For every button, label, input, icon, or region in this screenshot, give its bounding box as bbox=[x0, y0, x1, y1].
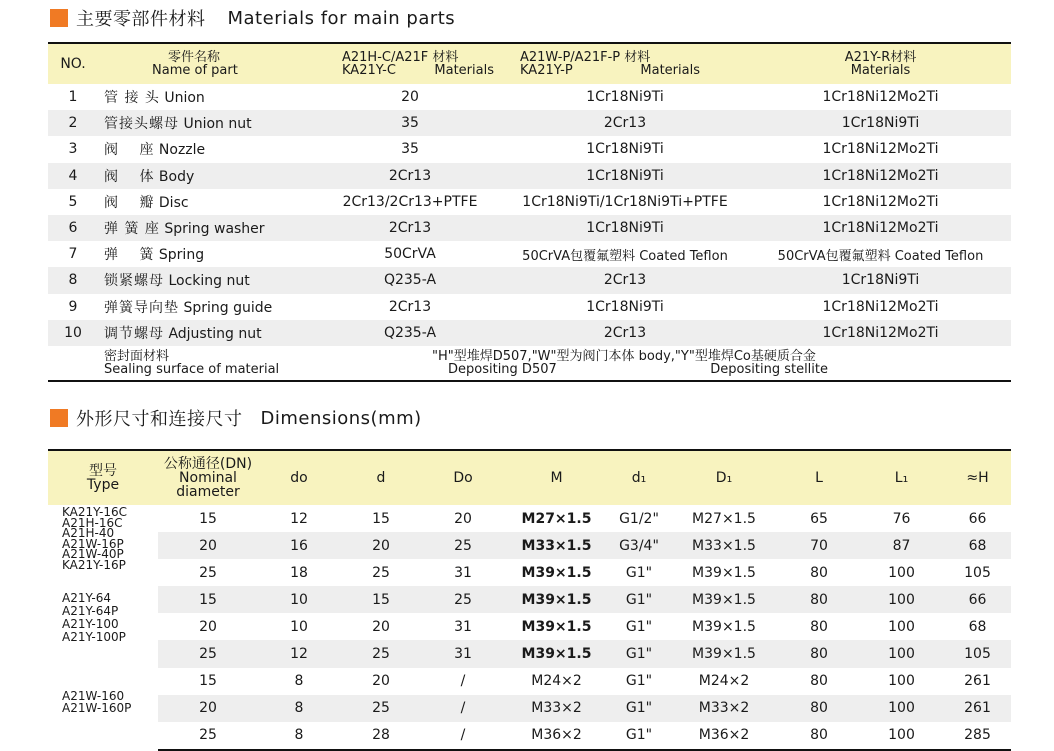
material-b: 1Cr18Ni9Ti bbox=[500, 163, 750, 189]
material-b: 1Cr18Ni9Ti/1Cr18Ni9Ti+PTFE bbox=[522, 193, 728, 210]
part-name bbox=[98, 241, 320, 267]
sealing-value-cn: "H"型堆焊D507,"W"型为阀门本体 body,"Y"型堆焊Co基硬质合金 bbox=[432, 348, 816, 364]
L-value: 80 bbox=[779, 695, 859, 722]
part-no: 8 bbox=[48, 267, 98, 293]
dimension-row bbox=[48, 722, 1011, 750]
material-row bbox=[48, 241, 1011, 267]
H-value: 105 bbox=[964, 564, 991, 581]
d1-value: G1" bbox=[609, 640, 669, 667]
M-value: M39×1.5 bbox=[504, 640, 609, 667]
part-name bbox=[98, 189, 320, 215]
section-title-en: Materials for main parts bbox=[227, 7, 456, 29]
L-value: 80 bbox=[779, 722, 859, 750]
header-dn-cn: 公称通径(DN) bbox=[163, 456, 253, 472]
dn-value: 20 bbox=[199, 618, 217, 635]
L-value: 70 bbox=[779, 532, 859, 559]
section-title-dimensions bbox=[50, 406, 422, 430]
part-no: 9 bbox=[68, 298, 78, 315]
do-value: 10 bbox=[258, 586, 340, 613]
dimensions-header-row bbox=[48, 451, 1011, 505]
header-d: d bbox=[376, 470, 386, 486]
H-value: 68 bbox=[944, 532, 1011, 559]
part-name-cn: 阀 体 bbox=[104, 168, 155, 185]
type-group bbox=[48, 586, 158, 667]
sealing-value bbox=[320, 346, 1011, 381]
part-name-cn: 阀 座 bbox=[104, 142, 155, 159]
do-value: 8 bbox=[294, 673, 304, 690]
part-no: 10 bbox=[48, 320, 98, 346]
header-dn-en1: Nominal bbox=[179, 470, 237, 486]
d-value: 20 bbox=[372, 618, 390, 635]
L-value: 80 bbox=[810, 673, 828, 690]
header-col-b bbox=[500, 44, 750, 84]
sealing-label-cn: 密封面材料 bbox=[104, 348, 170, 364]
type-label: A21W-160P bbox=[62, 700, 132, 715]
L-value: 80 bbox=[779, 640, 859, 667]
dimension-row bbox=[48, 695, 1011, 722]
material-a: 2Cr13 bbox=[388, 298, 432, 315]
material-row bbox=[48, 136, 1011, 162]
part-name bbox=[98, 84, 320, 110]
Do-value: / bbox=[460, 673, 466, 690]
part-no: 2 bbox=[48, 110, 98, 136]
d1-value: G1" bbox=[609, 722, 669, 750]
M-value: M27×1.5 bbox=[521, 510, 592, 527]
header-part-en: Name of part bbox=[152, 63, 238, 78]
material-c: 1Cr18Ni12Mo2Ti bbox=[822, 193, 939, 210]
material-a: 35 bbox=[401, 141, 419, 158]
material-row bbox=[48, 110, 1011, 136]
Do-value: 31 bbox=[422, 640, 504, 667]
dimension-row bbox=[48, 668, 1011, 695]
header-col-a bbox=[320, 44, 500, 84]
Do-value: 25 bbox=[422, 586, 504, 613]
part-name-cn: 弹 簧 bbox=[104, 247, 155, 264]
L1-value: 100 bbox=[888, 564, 915, 581]
dn-value: 15 bbox=[199, 673, 217, 690]
d-value: 25 bbox=[372, 564, 390, 581]
material-b: 50CrVA包覆氟塑料 Coated Teflon bbox=[522, 248, 728, 264]
D1-value: M39×1.5 bbox=[669, 586, 779, 613]
d1-value: G1/2" bbox=[619, 510, 659, 527]
dn-value: 15 bbox=[158, 586, 258, 613]
part-name bbox=[98, 294, 320, 320]
dimension-row bbox=[48, 532, 1011, 559]
d1-value: G3/4" bbox=[609, 532, 669, 559]
H-value: 68 bbox=[968, 618, 987, 635]
d-value: 20 bbox=[340, 532, 422, 559]
part-name-cn: 管 接 头 bbox=[104, 90, 160, 107]
header-col-b-line2b: Materials bbox=[640, 63, 700, 78]
header-col-c-line2: Materials bbox=[850, 63, 911, 78]
material-row bbox=[48, 294, 1011, 320]
part-no: 5 bbox=[68, 193, 78, 210]
do-value: 8 bbox=[258, 695, 340, 722]
header-M: M bbox=[550, 470, 563, 486]
Do-value: 31 bbox=[454, 564, 472, 581]
do-value: 12 bbox=[290, 510, 308, 527]
part-no: 7 bbox=[68, 246, 78, 263]
material-row bbox=[48, 215, 1011, 241]
part-no: 1 bbox=[68, 89, 78, 106]
H-value: 66 bbox=[968, 510, 987, 527]
dimension-row bbox=[48, 505, 1011, 532]
L-value: 80 bbox=[779, 586, 859, 613]
header-D1: D₁ bbox=[715, 470, 733, 486]
Do-value: 25 bbox=[422, 532, 504, 559]
sealing-value-en2: Depositing stellite bbox=[710, 361, 828, 377]
dn-value: 20 bbox=[158, 695, 258, 722]
M-value: M39×1.5 bbox=[504, 586, 609, 613]
header-L: L bbox=[815, 470, 823, 486]
part-no: 6 bbox=[48, 215, 98, 241]
dimension-row bbox=[48, 613, 1011, 640]
L1-value: 100 bbox=[859, 586, 944, 613]
do-value: 8 bbox=[258, 722, 340, 750]
do-value: 10 bbox=[290, 618, 308, 635]
part-name-en: Nozzle bbox=[158, 142, 206, 159]
header-part bbox=[98, 44, 320, 84]
material-c: 1Cr18Ni12Mo2Ti bbox=[750, 215, 1011, 241]
material-b: 1Cr18Ni9Ti bbox=[586, 89, 664, 106]
Do-value: / bbox=[422, 722, 504, 750]
part-name-en: Body bbox=[158, 168, 195, 185]
header-H: ≈H bbox=[966, 470, 989, 486]
sealing-label-en: Sealing surface of material bbox=[104, 361, 280, 377]
header-dn-en2: diameter bbox=[176, 484, 240, 500]
material-a: Q235-A bbox=[320, 320, 500, 346]
type-group bbox=[48, 505, 158, 586]
type-label: A21Y-100P bbox=[62, 630, 126, 645]
type-label: A21Y-64 bbox=[62, 591, 111, 606]
dn-value: 25 bbox=[158, 640, 258, 667]
type-label: KA21Y-16P bbox=[62, 557, 126, 572]
material-c: 50CrVA包覆氟塑料 Coated Teflon bbox=[777, 248, 984, 264]
orange-square-icon bbox=[50, 9, 68, 27]
H-value: 261 bbox=[964, 673, 991, 690]
part-name-en: Spring washer bbox=[164, 221, 265, 238]
D1-value: M39×1.5 bbox=[692, 564, 756, 581]
do-value: 12 bbox=[258, 640, 340, 667]
dimensions-table bbox=[48, 451, 1011, 751]
header-L1: L₁ bbox=[894, 470, 909, 486]
part-name-en: Union bbox=[164, 90, 205, 107]
sealing-value-en1: Depositing D507 bbox=[448, 361, 557, 377]
L1-value: 87 bbox=[859, 532, 944, 559]
d1-value: G1" bbox=[625, 618, 653, 635]
material-row bbox=[48, 267, 1011, 293]
L-value: 80 bbox=[810, 564, 828, 581]
L1-value: 100 bbox=[888, 618, 915, 635]
orange-square-icon bbox=[50, 409, 68, 427]
sealing-row bbox=[48, 346, 1011, 381]
D1-value: M33×1.5 bbox=[669, 532, 779, 559]
Do-value: 31 bbox=[454, 618, 472, 635]
part-name bbox=[98, 320, 320, 346]
section-title-en: Dimensions(mm) bbox=[260, 407, 422, 429]
part-name-cn: 弹簧导向垫 bbox=[104, 299, 179, 316]
D1-value: M39×1.5 bbox=[692, 618, 756, 635]
dn-value: 25 bbox=[158, 722, 258, 750]
header-Do: Do bbox=[453, 470, 473, 486]
part-name bbox=[98, 163, 320, 189]
M-value: M36×2 bbox=[504, 722, 609, 750]
part-name-cn: 弹 簧 座 bbox=[104, 221, 160, 238]
M-value: M39×1.5 bbox=[521, 564, 592, 581]
material-a: 2Cr13 bbox=[320, 215, 500, 241]
header-type-en: Type bbox=[86, 477, 120, 493]
H-value: 66 bbox=[944, 586, 1011, 613]
header-type-cn: 型号 bbox=[89, 463, 117, 479]
sealing-label bbox=[98, 346, 320, 381]
type-label: A21H-40 bbox=[62, 526, 115, 540]
dimension-row bbox=[48, 559, 1011, 586]
part-no: 3 bbox=[68, 141, 78, 158]
part-name-cn: 锁紧螺母 bbox=[104, 273, 164, 290]
part-name-en: Disc bbox=[158, 194, 189, 211]
material-c: 1Cr18Ni9Ti bbox=[750, 110, 1011, 136]
material-c: 1Cr18Ni12Mo2Ti bbox=[750, 320, 1011, 346]
header-d1: d₁ bbox=[631, 470, 647, 486]
M-value: M33×2 bbox=[504, 695, 609, 722]
type-label: A21W-16P bbox=[62, 536, 124, 551]
part-name-en: Adjusting nut bbox=[168, 325, 262, 342]
material-c: 1Cr18Ni12Mo2Ti bbox=[750, 163, 1011, 189]
material-c: 1Cr18Ni12Mo2Ti bbox=[822, 141, 939, 158]
H-value: 105 bbox=[944, 640, 1011, 667]
material-b: 1Cr18Ni9Ti bbox=[586, 141, 664, 158]
material-b: 2Cr13 bbox=[500, 320, 750, 346]
material-c: 1Cr18Ni12Mo2Ti bbox=[822, 89, 939, 106]
H-value: 285 bbox=[944, 722, 1011, 750]
section-title-cn: 外形尺寸和连接尺寸 bbox=[76, 409, 243, 430]
dn-value: 25 bbox=[199, 564, 217, 581]
D1-value: M27×1.5 bbox=[692, 510, 756, 527]
header-col-a-line2a: KA21Y-C bbox=[342, 63, 396, 78]
M-value: M33×1.5 bbox=[504, 532, 609, 559]
section-title-materials bbox=[50, 6, 455, 30]
d-value: 25 bbox=[340, 640, 422, 667]
type-label: A21Y-64P bbox=[62, 604, 119, 619]
d-value: 15 bbox=[372, 510, 390, 527]
part-name bbox=[98, 267, 320, 293]
d1-value: G1" bbox=[609, 695, 669, 722]
type-label: A21H-16C bbox=[62, 515, 123, 530]
D1-value: M24×2 bbox=[698, 673, 750, 690]
part-name bbox=[98, 136, 320, 162]
header-no: NO. bbox=[60, 55, 86, 72]
header-col-c-line1: A21Y-R材料 bbox=[844, 50, 917, 65]
D1-value: M33×2 bbox=[669, 695, 779, 722]
d1-value: G1" bbox=[625, 673, 653, 690]
material-b: 2Cr13 bbox=[500, 267, 750, 293]
material-a: Q235-A bbox=[320, 267, 500, 293]
L-value: 80 bbox=[810, 618, 828, 635]
dimension-row bbox=[48, 586, 1011, 613]
d-value: 28 bbox=[340, 722, 422, 750]
header-col-b-line1: A21W-P/A21F-P 材料 bbox=[520, 50, 651, 65]
part-name-en: Union nut bbox=[183, 116, 252, 133]
header-col-a-line2b: Materials bbox=[434, 63, 494, 78]
material-a: 50CrVA bbox=[384, 246, 436, 263]
part-name-en: Spring bbox=[158, 247, 205, 264]
header-part-cn: 零件名称 bbox=[168, 50, 221, 65]
dn-value: 15 bbox=[199, 510, 217, 527]
part-name-cn: 阀 瓣 bbox=[104, 194, 155, 211]
L1-value: 100 bbox=[859, 695, 944, 722]
Do-value: 20 bbox=[454, 510, 472, 527]
d-value: 15 bbox=[340, 586, 422, 613]
type-label: A21W-40P bbox=[62, 547, 124, 561]
type-label: A21Y-100 bbox=[62, 617, 119, 632]
materials-header-row bbox=[48, 44, 1011, 84]
D1-value: M36×2 bbox=[669, 722, 779, 750]
materials-table bbox=[48, 44, 1011, 382]
material-b: 1Cr18Ni9Ti bbox=[500, 215, 750, 241]
L1-value: 100 bbox=[888, 673, 915, 690]
L1-value: 76 bbox=[892, 510, 911, 527]
material-a: 2Cr13/2Cr13+PTFE bbox=[342, 193, 478, 210]
header-col-a-line1: A21H-C/A21F 材料 bbox=[342, 50, 459, 65]
L1-value: 100 bbox=[859, 722, 944, 750]
header-col-c bbox=[750, 44, 1011, 84]
material-c: 1Cr18Ni12Mo2Ti bbox=[822, 298, 939, 315]
material-a: 20 bbox=[401, 89, 419, 106]
d-value: 25 bbox=[340, 695, 422, 722]
header-dn bbox=[158, 451, 258, 505]
material-a: 35 bbox=[320, 110, 500, 136]
material-row bbox=[48, 320, 1011, 346]
type-label: KA21Y-16C bbox=[62, 505, 128, 519]
type-label: A21W-160 bbox=[62, 688, 125, 703]
header-type bbox=[48, 451, 158, 505]
dn-value: 20 bbox=[158, 532, 258, 559]
part-name-cn: 调节螺母 bbox=[104, 325, 164, 342]
d-value: 20 bbox=[372, 673, 390, 690]
L-value: 65 bbox=[810, 510, 828, 527]
part-name-en: Locking nut bbox=[168, 273, 250, 290]
L1-value: 100 bbox=[859, 640, 944, 667]
Do-value: / bbox=[422, 695, 504, 722]
M-value: M39×1.5 bbox=[521, 618, 592, 635]
part-name-en: Spring guide bbox=[183, 299, 273, 316]
type-group bbox=[48, 668, 158, 750]
dimension-row bbox=[48, 640, 1011, 667]
part-name bbox=[98, 215, 320, 241]
material-row bbox=[48, 189, 1011, 215]
do-value: 16 bbox=[258, 532, 340, 559]
material-row bbox=[48, 163, 1011, 189]
M-value: M24×2 bbox=[531, 673, 582, 690]
d1-value: G1" bbox=[609, 586, 669, 613]
material-c: 1Cr18Ni9Ti bbox=[750, 267, 1011, 293]
H-value: 261 bbox=[944, 695, 1011, 722]
header-col-b-line2a: KA21Y-P bbox=[520, 63, 573, 78]
part-no: 4 bbox=[48, 163, 98, 189]
d1-value: G1" bbox=[625, 564, 653, 581]
material-row bbox=[48, 84, 1011, 110]
material-b: 1Cr18Ni9Ti bbox=[586, 298, 664, 315]
D1-value: M39×1.5 bbox=[669, 640, 779, 667]
material-a: 2Cr13 bbox=[320, 163, 500, 189]
do-value: 18 bbox=[290, 564, 308, 581]
header-do: do bbox=[290, 470, 308, 486]
material-b: 2Cr13 bbox=[500, 110, 750, 136]
part-name bbox=[98, 110, 320, 136]
part-name-cn: 管接头螺母 bbox=[104, 116, 179, 133]
section-title-cn: 主要零部件材料 bbox=[76, 9, 206, 30]
